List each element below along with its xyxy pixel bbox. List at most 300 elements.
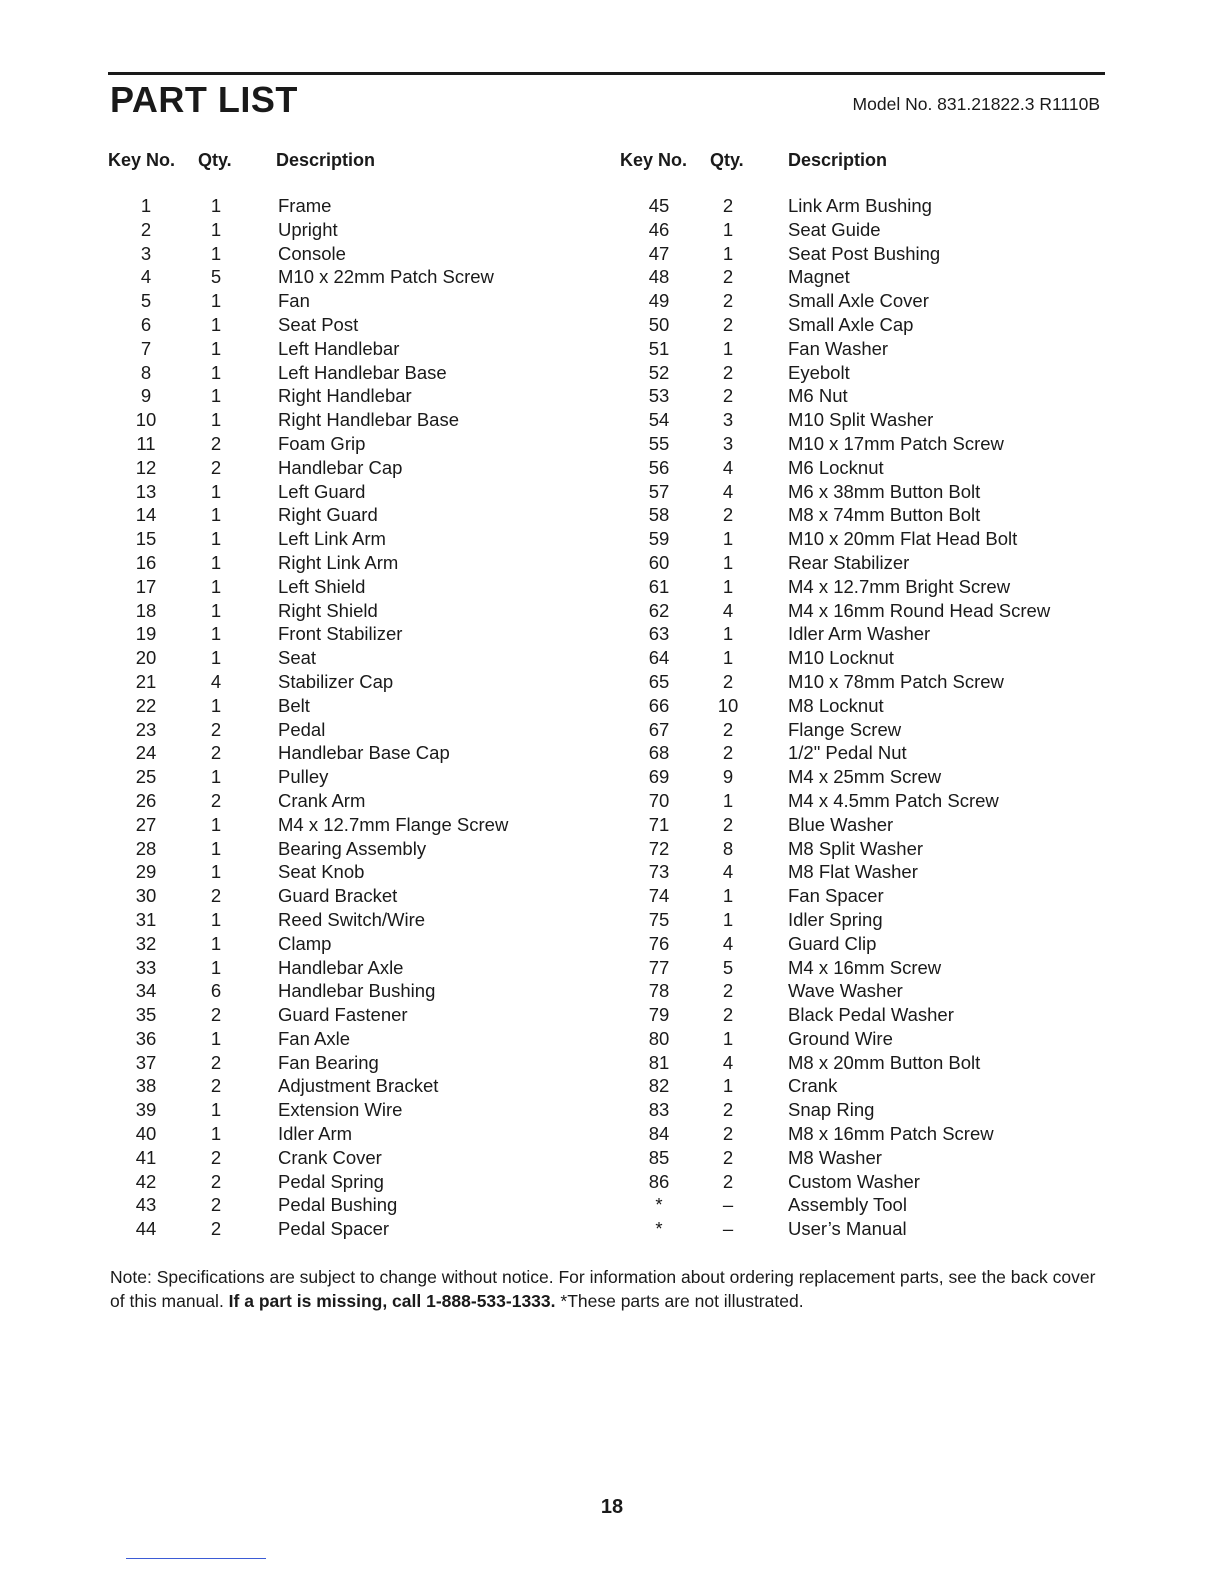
table-row: [620, 361, 1050, 385]
part-description: Pedal Bushing: [278, 1194, 398, 1216]
part-description: M8 x 74mm Button Bolt: [788, 504, 981, 526]
part-key-no: 67: [648, 718, 670, 740]
part-description: Seat Knob: [278, 861, 365, 883]
part-description: Wave Washer: [788, 980, 903, 1002]
header-description: Description: [276, 150, 376, 170]
part-key-no: 42: [135, 1170, 157, 1192]
table-row: [620, 480, 1050, 504]
part-key-no: 47: [648, 242, 670, 264]
part-qty: 2: [722, 742, 734, 764]
part-description: Adjustment Bracket: [278, 1075, 439, 1097]
table-row: [620, 408, 1050, 432]
table-row: [108, 813, 508, 837]
part-key-no: 36: [135, 1027, 157, 1049]
part-key-no: 9: [140, 385, 152, 407]
part-qty: 2: [210, 432, 222, 454]
part-key-no: 83: [648, 1099, 670, 1121]
part-key-no: 62: [648, 599, 670, 621]
part-qty: 8: [722, 837, 734, 859]
table-row: [108, 1122, 508, 1146]
header-qty: Qty.: [710, 150, 744, 170]
part-key-no: 34: [135, 980, 157, 1002]
part-key-no: 13: [135, 480, 157, 502]
part-description: M10 x 78mm Patch Screw: [788, 670, 1004, 692]
table-row: [108, 908, 508, 932]
part-description: Idler Arm: [278, 1123, 353, 1145]
part-qty: 1: [210, 218, 222, 240]
part-qty: 6: [210, 980, 222, 1002]
part-qty: 2: [210, 1004, 222, 1026]
part-key-no: 1: [140, 195, 152, 216]
part-description: Black Pedal Washer: [788, 1004, 954, 1026]
part-qty: 1: [722, 337, 734, 359]
table-row: [620, 932, 1050, 956]
rows-right: [620, 194, 1050, 1241]
part-description: M8 x 16mm Patch Screw: [788, 1123, 994, 1145]
part-key-no: 60: [648, 551, 670, 573]
table-row: [620, 694, 1050, 718]
part-key-no: 65: [648, 670, 670, 692]
table-row: [108, 741, 508, 765]
part-description: Fan Axle: [278, 1027, 350, 1049]
part-key-no: 86: [648, 1170, 670, 1192]
part-description: M8 x 20mm Button Bolt: [788, 1051, 981, 1073]
part-key-no: 38: [135, 1075, 157, 1097]
table-row: [108, 765, 508, 789]
part-qty: 2: [210, 1075, 222, 1097]
part-qty: 1: [210, 1099, 222, 1121]
part-qty: 1: [210, 480, 222, 502]
part-qty: 2: [722, 813, 734, 835]
part-key-no: 32: [135, 932, 157, 954]
part-description: M8 Locknut: [788, 694, 884, 716]
part-description: Bearing Assembly: [278, 837, 427, 859]
table-row: [108, 456, 508, 480]
part-qty: 1: [210, 861, 222, 883]
part-description: M8 Split Washer: [788, 837, 924, 859]
part-key-no: 55: [648, 432, 670, 454]
part-key-no: 49: [648, 290, 670, 312]
part-qty: 1: [722, 647, 734, 669]
part-description: Pedal: [278, 718, 326, 740]
table-row: [620, 1074, 1050, 1098]
part-key-no: 30: [135, 885, 157, 907]
part-qty: 2: [722, 290, 734, 312]
part-key-no: 71: [648, 813, 670, 835]
part-description: Handlebar Base Cap: [278, 742, 450, 764]
part-qty: 5: [722, 956, 734, 978]
part-description: Fan Spacer: [788, 885, 884, 907]
part-qty: 1: [210, 528, 222, 550]
part-qty: 3: [722, 409, 734, 431]
part-qty: 2: [722, 266, 734, 288]
table-row: [108, 313, 508, 337]
part-qty: 2: [722, 1004, 734, 1026]
part-qty: 1: [722, 218, 734, 240]
part-key-no: 29: [135, 861, 157, 883]
part-description: User’s Manual: [788, 1218, 907, 1240]
part-qty: 1: [722, 242, 734, 264]
part-qty: 1: [210, 623, 222, 645]
missing-part-callout: If a part is missing, call 1-888-533-1333.: [228, 1291, 556, 1311]
part-description: Belt: [278, 694, 310, 716]
table-row: [620, 1146, 1050, 1170]
table-row: [108, 432, 508, 456]
table-row: [108, 646, 508, 670]
table-row: [620, 456, 1050, 480]
part-description: M4 x 25mm Screw: [788, 766, 942, 788]
part-description: M4 x 4.5mm Patch Screw: [788, 789, 999, 811]
part-qty: 1: [210, 290, 222, 312]
part-key-no: 51: [648, 337, 670, 359]
bottom-line: [126, 1558, 266, 1559]
part-key-no: 82: [648, 1075, 670, 1097]
part-key-no: 25: [135, 766, 157, 788]
part-description: Right Guard: [278, 504, 378, 526]
table-row: [620, 979, 1050, 1003]
part-key-no: *: [655, 1194, 663, 1216]
table-row: [108, 622, 508, 646]
table-row: [108, 1051, 508, 1075]
part-description: Clamp: [278, 932, 332, 954]
part-description: Handlebar Cap: [278, 456, 403, 478]
part-qty: 1: [210, 409, 222, 431]
table-row: [620, 1170, 1050, 1194]
table-row: [108, 289, 508, 313]
part-description: Seat Post Bushing: [788, 242, 941, 264]
part-key-no: 40: [135, 1123, 157, 1145]
part-description: Guard Fastener: [278, 1004, 408, 1026]
part-key-no: 72: [648, 837, 670, 859]
table-row: [108, 265, 508, 289]
part-qty: 4: [210, 670, 222, 692]
part-key-no: 8: [140, 361, 152, 383]
part-description: Custom Washer: [788, 1170, 920, 1192]
part-description: Pedal Spacer: [278, 1218, 390, 1240]
part-qty: 1: [722, 1027, 734, 1049]
part-qty: 2: [722, 385, 734, 407]
table-row: [108, 480, 508, 504]
part-key-no: 68: [648, 742, 670, 764]
part-qty: 1: [210, 766, 222, 788]
part-key-no: *: [655, 1218, 663, 1240]
part-qty: 1: [722, 528, 734, 550]
table-row: [108, 408, 508, 432]
table-row: [108, 242, 508, 266]
part-qty: 5: [210, 266, 222, 288]
part-key-no: 16: [135, 551, 157, 573]
part-description: Frame: [278, 195, 332, 216]
part-key-no: 27: [135, 813, 157, 835]
part-key-no: 85: [648, 1146, 670, 1168]
table-row: [620, 313, 1050, 337]
table-row: [108, 670, 508, 694]
part-qty: 1: [210, 599, 222, 621]
part-description: Left Handlebar Base: [278, 361, 447, 383]
table-row: [108, 956, 508, 980]
part-qty: 1: [722, 551, 734, 573]
part-key-no: 61: [648, 575, 670, 597]
part-qty: 2: [210, 789, 222, 811]
part-description: M6 Nut: [788, 385, 848, 407]
part-description: M4 x 16mm Screw: [788, 956, 942, 978]
header-key-no: Key No.: [620, 150, 688, 170]
part-qty: 2: [722, 361, 734, 383]
part-qty: 2: [722, 718, 734, 740]
part-description: Front Stabilizer: [278, 623, 403, 645]
part-description: Link Arm Bushing: [788, 195, 932, 216]
part-qty: 1: [722, 908, 734, 930]
table-row: [620, 718, 1050, 742]
part-description: Fan: [278, 290, 310, 312]
part-key-no: 15: [135, 528, 157, 550]
part-key-no: 33: [135, 956, 157, 978]
header-key-no: Key No.: [108, 150, 176, 170]
part-key-no: 24: [135, 742, 157, 764]
table-row: [108, 1170, 508, 1194]
part-description: M10 Split Washer: [788, 409, 934, 431]
table-row: [620, 1217, 1050, 1241]
part-qty: 1: [210, 195, 222, 216]
part-description: Handlebar Axle: [278, 956, 404, 978]
part-qty: 4: [722, 1051, 734, 1073]
part-description: Flange Screw: [788, 718, 902, 740]
part-key-no: 84: [648, 1123, 670, 1145]
part-qty: 1: [210, 647, 222, 669]
part-qty: 1: [210, 385, 222, 407]
part-description: Seat Post: [278, 313, 359, 335]
part-qty: 1: [722, 575, 734, 597]
part-qty: 2: [210, 1194, 222, 1216]
part-description: Left Link Arm: [278, 528, 386, 550]
part-description: Right Handlebar: [278, 385, 412, 407]
table-row: [620, 242, 1050, 266]
part-description: Ground Wire: [788, 1027, 893, 1049]
part-description: Pedal Spring: [278, 1170, 384, 1192]
part-qty: 2: [210, 1170, 222, 1192]
part-key-no: 12: [135, 456, 157, 478]
part-qty: 1: [210, 361, 222, 383]
table-row: [108, 1003, 508, 1027]
part-qty: –: [722, 1218, 734, 1240]
part-description: M6 x 38mm Button Bolt: [788, 480, 981, 502]
part-qty: 1: [210, 694, 222, 716]
part-qty: 2: [722, 504, 734, 526]
part-qty: 1: [210, 837, 222, 859]
table-row: [620, 837, 1050, 861]
part-key-no: 45: [648, 195, 670, 216]
part-key-no: 41: [135, 1146, 157, 1168]
part-key-no: 19: [135, 623, 157, 645]
header-qty: Qty.: [198, 150, 232, 170]
part-qty: 2: [722, 670, 734, 692]
table-row: [108, 837, 508, 861]
part-description: M4 x 12.7mm Bright Screw: [788, 575, 1011, 597]
part-description: Guard Clip: [788, 932, 877, 954]
part-description: Right Shield: [278, 599, 378, 621]
part-qty: 2: [722, 1170, 734, 1192]
table-row: [620, 1027, 1050, 1051]
part-key-no: 76: [648, 932, 670, 954]
part-key-no: 57: [648, 480, 670, 502]
table-row: [620, 884, 1050, 908]
part-qty: 2: [722, 1099, 734, 1121]
model-number: Model No. 831.21822.3 R1110B: [852, 94, 1100, 114]
part-qty: 1: [722, 789, 734, 811]
part-qty: 1: [210, 313, 222, 335]
part-description: Right Link Arm: [278, 551, 399, 573]
table-row: [620, 265, 1050, 289]
part-description: M10 Locknut: [788, 647, 894, 669]
table-row: [620, 503, 1050, 527]
table-row: [620, 194, 1050, 218]
table-row: [620, 551, 1050, 575]
table-row: [108, 384, 508, 408]
part-qty: 1: [210, 337, 222, 359]
top-rule: [108, 72, 1105, 75]
part-qty: 2: [722, 1123, 734, 1145]
part-key-no: 56: [648, 456, 670, 478]
table-row: [620, 860, 1050, 884]
part-key-no: 81: [648, 1051, 670, 1073]
table-row: [108, 979, 508, 1003]
parts-table-right: [620, 148, 1050, 1241]
table-row: [108, 1217, 508, 1241]
part-key-no: 23: [135, 718, 157, 740]
part-key-no: 66: [648, 694, 670, 716]
part-description: M6 Locknut: [788, 456, 884, 478]
part-description: Handlebar Bushing: [278, 980, 436, 1002]
part-qty: 4: [722, 480, 734, 502]
part-description: Idler Spring: [788, 908, 883, 930]
part-qty: –: [722, 1194, 734, 1216]
part-qty: 2: [722, 1146, 734, 1168]
note-text: Note: Specifications are subject to change without notice. For information about ordering replacement parts, see the back cover of this manual.: [110, 1267, 1096, 1311]
part-description: Crank: [788, 1075, 838, 1097]
part-qty: 4: [722, 599, 734, 621]
page-title: PART LIST: [110, 79, 298, 120]
part-qty: 1: [722, 1075, 734, 1097]
part-qty: 1: [210, 956, 222, 978]
part-key-no: 63: [648, 623, 670, 645]
part-key-no: 69: [648, 766, 670, 788]
table-row: [108, 1193, 508, 1217]
part-description: Upright: [278, 218, 338, 240]
part-key-no: 14: [135, 504, 157, 526]
table-row: [108, 789, 508, 813]
note-asterisk-text: *These parts are not illustrated.: [555, 1291, 804, 1311]
part-description: Eyebolt: [788, 361, 850, 383]
part-description: M4 x 12.7mm Flange Screw: [278, 813, 509, 835]
table-row: [620, 218, 1050, 242]
part-key-no: 74: [648, 885, 670, 907]
part-key-no: 20: [135, 647, 157, 669]
part-key-no: 28: [135, 837, 157, 859]
part-description: Left Handlebar: [278, 337, 400, 359]
table-row: [620, 432, 1050, 456]
table-row: [108, 1098, 508, 1122]
table-row: [108, 218, 508, 242]
table-row: [108, 1146, 508, 1170]
part-description: Snap Ring: [788, 1099, 875, 1121]
part-qty: 10: [717, 694, 739, 716]
part-key-no: 64: [648, 647, 670, 669]
part-qty: 1: [210, 1027, 222, 1049]
table-row: [620, 289, 1050, 313]
part-key-no: 21: [135, 670, 157, 692]
part-qty: 1: [210, 1123, 222, 1145]
part-key-no: 5: [140, 290, 152, 312]
table-row: [620, 337, 1050, 361]
part-description: Fan Bearing: [278, 1051, 379, 1073]
table-row: [620, 741, 1050, 765]
part-key-no: 7: [140, 337, 152, 359]
part-key-no: 10: [135, 409, 157, 431]
part-key-no: 48: [648, 266, 670, 288]
part-key-no: 78: [648, 980, 670, 1002]
part-qty: 1: [210, 908, 222, 930]
part-description: 1/2" Pedal Nut: [788, 742, 907, 764]
table-row: [620, 599, 1050, 623]
footnote: [110, 1265, 1110, 1313]
part-key-no: 35: [135, 1004, 157, 1026]
parts-table-left: [108, 148, 508, 1241]
part-qty: 4: [722, 861, 734, 883]
table-row: [108, 1074, 508, 1098]
table-header: [108, 148, 508, 172]
part-qty: 4: [722, 932, 734, 954]
part-description: Small Axle Cover: [788, 290, 929, 312]
part-key-no: 75: [648, 908, 670, 930]
table-row: [108, 194, 508, 218]
part-qty: 2: [210, 1218, 222, 1240]
table-row: [620, 956, 1050, 980]
part-qty: 2: [210, 456, 222, 478]
part-description: Left Shield: [278, 575, 366, 597]
part-description: Pulley: [278, 766, 329, 788]
part-description: Left Guard: [278, 480, 366, 502]
part-key-no: 80: [648, 1027, 670, 1049]
part-key-no: 54: [648, 409, 670, 431]
part-key-no: 46: [648, 218, 670, 240]
part-description: Small Axle Cap: [788, 313, 914, 335]
table-row: [620, 813, 1050, 837]
part-qty: 1: [210, 551, 222, 573]
part-qty: 2: [210, 885, 222, 907]
part-description: Stabilizer Cap: [278, 670, 394, 692]
part-description: M10 x 20mm Flat Head Bolt: [788, 528, 1018, 550]
part-description: Rear Stabilizer: [788, 551, 910, 573]
part-description: Fan Washer: [788, 337, 889, 359]
part-key-no: 43: [135, 1194, 157, 1216]
part-key-no: 11: [136, 432, 156, 454]
page-number: 18: [600, 1496, 624, 1518]
part-key-no: 2: [140, 218, 152, 240]
part-qty: 2: [722, 313, 734, 335]
table-row: [108, 694, 508, 718]
part-description: Magnet: [788, 266, 850, 288]
part-key-no: 53: [648, 385, 670, 407]
table-row: [620, 789, 1050, 813]
table-row: [108, 361, 508, 385]
part-qty: 1: [722, 623, 734, 645]
part-description: Assembly Tool: [788, 1194, 907, 1216]
part-qty: 3: [722, 432, 734, 454]
part-key-no: 3: [140, 242, 152, 264]
part-key-no: 37: [135, 1051, 157, 1073]
table-row: [620, 1098, 1050, 1122]
part-key-no: 4: [140, 266, 152, 288]
